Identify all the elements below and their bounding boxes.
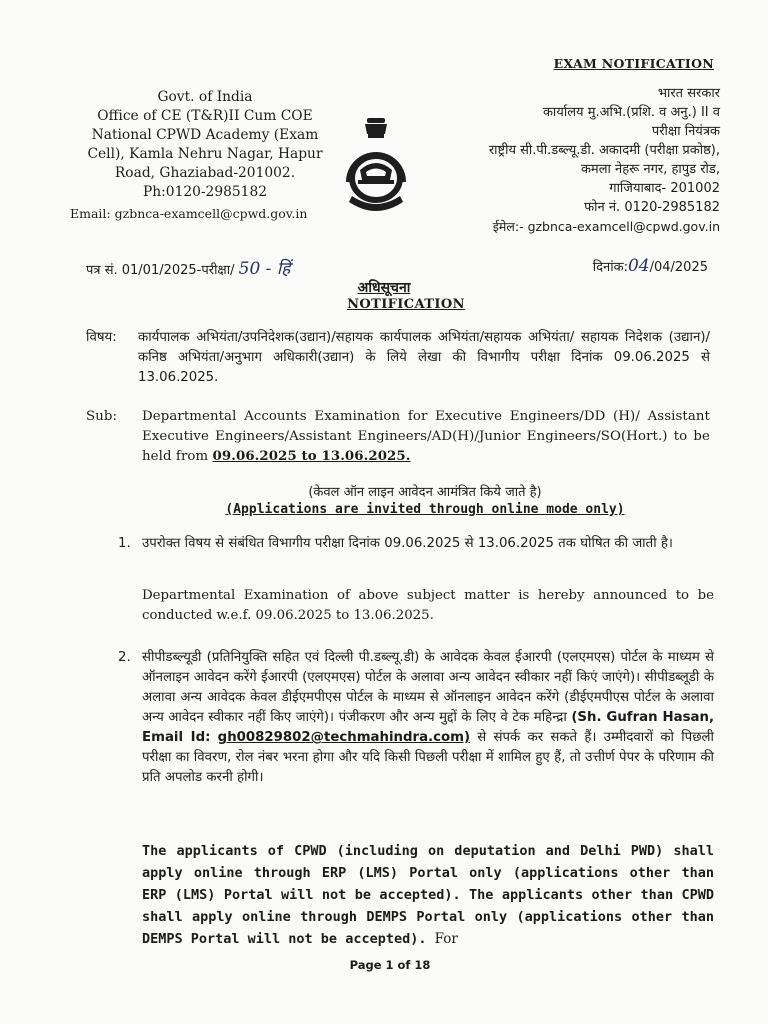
letter-number-text: पत्र सं. 01/01/2025-परीक्षा/ (86, 263, 235, 278)
academy-emblem-icon (338, 112, 414, 222)
header-hi-line: कार्यालय मु.अभि.(प्रशि. व अनु.) II व (542, 105, 720, 120)
page-number: Page 1 of 18 (349, 958, 431, 972)
header-hi-line: गाजियाबाद- 201002 (609, 181, 720, 196)
header-hi-line: कमला नेहरू नगर, हापुड रोड, (580, 162, 720, 177)
letter-date (593, 256, 708, 276)
subject-english-label: Sub: (86, 409, 118, 424)
subject-hindi-label: विषय: (86, 330, 117, 345)
paragraph-2-english-tail: For (434, 931, 458, 947)
header-en-line: Office of CE (T&R)II Cum COE (97, 108, 313, 124)
paragraph-2-hindi-body (142, 648, 714, 788)
header-hi-line: भारत सरकार (657, 86, 720, 101)
header-hi-line: परीक्षा नियंत्रक (651, 124, 720, 139)
subject-english-dates: 09.06.2025 to 13.06.2025. (212, 449, 411, 464)
paragraph-1-hindi (118, 534, 714, 554)
paragraph-2-hindi-text-b: से संपर्क कर सकते हैं। उम्मीदवारों को पिछली परीक्षा का विवरण, रोल नंबर भरना होगा और यदि किसी पिछली परीक्षा में शामिल हुए हैं, तो उत्तीर्ण पेपर के परिणाम की प्रति अपलोड करनी होगी। (142, 730, 714, 785)
header-en-line: Govt. of India (157, 89, 253, 105)
contact-email-link[interactable]: gh00829802@techmahindra.com) (217, 730, 471, 745)
paragraph-2-contact: (Sh. Gufran Hasan, Email Id: (142, 710, 714, 745)
header-en-line: Ph:0120-2985182 (142, 184, 268, 200)
letter-number (86, 256, 290, 279)
title-english: NOTIFICATION (347, 297, 465, 312)
subject-hindi (86, 328, 710, 388)
subject-hindi-text: कार्यपालक अभियंता/उपनिदेशक(उद्यान)/सहायक कार्यपालक अभियंता/सहायक अभियंता/ सहायक निदेशक (उद्यान)/कनिष्ठ अभियंता/अनुभाग अधिकारी(उद्यान) के लिये लेखा की विभागीय परीक्षा दिनांक 09.06.2025 से 13.06.2025. (138, 330, 710, 385)
office-header-hindi (440, 84, 720, 236)
header-en-line: Cell), Kamla Nehru Nagar, Hapur (87, 146, 323, 162)
header-hi-line: फोन नं. 0120-2985182 (584, 200, 720, 215)
subject-english-body (142, 407, 710, 467)
date-rest: /04/2025 (649, 260, 708, 275)
header-en-email: Email: gzbnca-examcell@cpwd.gov.in (70, 206, 308, 221)
paragraph-2-number: 2. (118, 650, 131, 665)
subject-english-text: Departmental Accounts Examination for Executive Engineers/DD (H)/ Assistant Executive Engineers/Assistant Engineers/AD(H)/Junior Engineers/SO(Hort.) to be held from (142, 409, 710, 464)
paragraph-1-hindi-text: उपरोक्त विषय से संबंधित विभागीय परीक्षा दिनांक 09.06.2025 से 13.06.2025 तक घोषित की जाती है। (142, 536, 673, 551)
paragraph-1-english-text: Departmental Examination of above subject matter is hereby announced to be conducted w.e.f. 09.06.2025 to 13.06.2025. (142, 588, 714, 623)
header-hi-email: ईमेल:- gzbnca-examcell@cpwd.gov.in (492, 219, 720, 234)
header-en-line: National CPWD Academy (Exam (91, 127, 319, 143)
handwritten-day: 04 (627, 256, 650, 276)
handwritten-number: 50 - हिं (238, 259, 291, 279)
office-header-english (70, 88, 340, 223)
paragraph-2-english-text: The applicants of CPWD (including on deputation and Delhi PWD) shall apply online through ERP (LMS) Portal only (applications other than ERP (LMS) Portal will not be accepted). The applicants other than CPWD shall apply online through DEMPS Portal only (applications other than DEMPS Portal will not be accepted). (142, 843, 714, 947)
paragraph-1-number: 1. (118, 536, 131, 551)
subject-english (86, 407, 710, 467)
date-label: दिनांक: (592, 260, 628, 275)
invite-english: (Applications are invited through online mode only) (225, 502, 625, 517)
paragraph-1-english (142, 586, 714, 626)
title-hindi: अधिसूचना (357, 280, 411, 296)
header-en-line: Road, Ghaziabad-201002. (114, 165, 296, 181)
paragraph-2-english (142, 840, 714, 950)
paragraph-2-hindi (118, 648, 714, 788)
invite-hindi: (केवल ऑन लाइन आवेदन आमंत्रित किये जाते है) (308, 485, 542, 500)
exam-notification-heading: EXAM NOTIFICATION (553, 56, 714, 71)
header-hi-line: राष्ट्रीय सी.पी.डब्ल्यू.डी. अकादमी (परीक्षा प्रकोष्ठ), (488, 143, 720, 158)
paragraph-2-hindi-text-a: सीपीडब्ल्यूडी (प्रतिनियुक्ति सहित एवं दिल्ली पी.डब्ल्यू.डी) के आवेदक केवल ईआरपी (एलएमएस) पोर्टल के माध्यम से ऑनलाइन आवेदन करेंगे ईआरपी (एलएमएस) पोर्टल के अलावा अन्य आवेदन स्वीकार नहीं किएं जाएंगे)। सीपीडब्लूडी के अलावा अन्य आवेदक केवल डीईएमपीएस पोर्टल के माध्यम से ऑनलाइन आवेदन करेंगे (डीईएमपीएस पोर्टल के अलावा अन्य आवेदन स्वीकार नहीं किए जाएंगे)। पंजीकरण और अन्य मुद्दों के लिए वे टेक महिन्द्रा (142, 650, 714, 725)
